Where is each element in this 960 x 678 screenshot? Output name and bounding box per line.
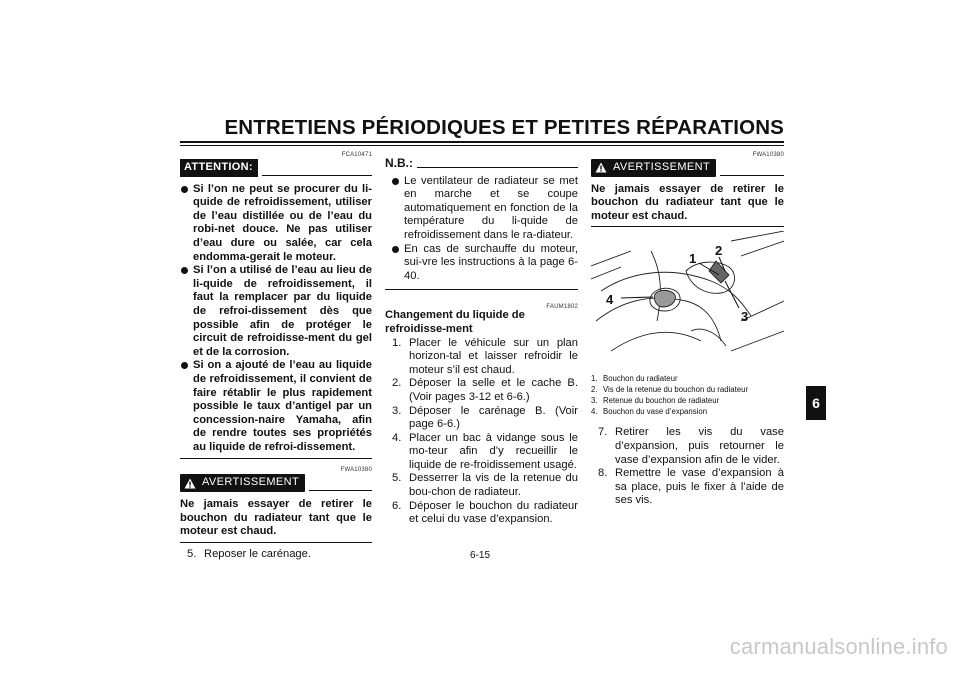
column-3 — [591, 149, 784, 508]
steps-list — [385, 337, 578, 527]
radiator-illustration — [591, 231, 784, 371]
attention-code: FCA10471 — [341, 152, 372, 158]
warning-end-rule — [180, 542, 372, 543]
nb-end-rule — [385, 289, 578, 290]
callout-2: 2 — [715, 243, 723, 259]
nb-item — [391, 175, 578, 243]
nb-label: N.B.: — [385, 156, 413, 170]
callout-4: 4 — [606, 292, 614, 308]
step-number: 6. — [392, 499, 402, 512]
callout-3: 3 — [741, 309, 749, 325]
warning-text: Ne jamais essayer de retirer le bouchon du radiateur tant que le moteur est chaud. — [591, 182, 784, 222]
step-number: 1. — [392, 336, 402, 349]
step-text: Déposer le bouchon du radiateur et celui du vase d’expansion. — [409, 499, 578, 526]
warning-rule — [720, 175, 784, 176]
step-item — [392, 337, 578, 378]
caption-item: 4. Bouchon du vase d’expansion — [591, 407, 708, 417]
step-number: 5. — [187, 547, 197, 560]
step-item — [392, 500, 578, 527]
nb-item — [391, 243, 578, 284]
attention-item-text: Si l’on ne peut se procurer du li-quide de refroidissement, utiliser de l’eau distillée ou de l’eau du robi-net douce. Ne pas utiliser d’eau dure ou salée, car cela endomma-gerait le moteur. — [193, 182, 372, 263]
caption-item: 1. Bouchon du radiateur — [591, 374, 678, 384]
attention-header — [180, 159, 372, 177]
warning-text: Ne jamais essayer de retirer le bouchon du radiateur tant que le moteur est chaud. — [180, 498, 372, 538]
warning-triangle-icon — [595, 162, 607, 173]
nb-rule — [417, 167, 578, 168]
warning-badge — [180, 474, 305, 492]
nb-list — [385, 175, 578, 284]
warning-label: AVERTISSEMENT — [202, 476, 300, 489]
warning-code: FWA10380 — [752, 152, 784, 158]
warning-header — [180, 474, 372, 492]
warning-end-rule — [591, 226, 784, 227]
attention-rule — [262, 175, 372, 176]
nb-header — [385, 157, 578, 171]
bullet-icon — [181, 186, 188, 193]
figure-captions — [591, 373, 784, 417]
section-title: Changement du liquide de refroidisse-ment — [385, 309, 525, 335]
step-item — [392, 432, 578, 473]
attention-item-text: Si on a ajouté de l’eau au liquide de refroidissement, il convient de faire rétablir le plus rapidement possible le taux d’antigel par un concession-naire Yamaha, afin de rendre toutes ses propriétés au liquide de refroi-dissement. — [193, 359, 372, 453]
nb-item-text: En cas de surchauffe du moteur, sui-vre les instructions à la page 6-40. — [404, 242, 578, 282]
warning-rule — [309, 490, 372, 491]
column-2 — [385, 149, 578, 527]
step-text: Placer un bac à vidange sous le mo-teur afin d’y recueillir le liquide de re-froidissement usagé. — [409, 431, 578, 471]
header-rule-thin — [180, 145, 784, 146]
watermark-text: carmanualsonline.info — [729, 634, 948, 659]
step-item — [392, 405, 578, 432]
step-number: 5. — [392, 472, 402, 485]
step-number: 8. — [598, 467, 608, 480]
bullet-icon — [181, 362, 188, 369]
warning-label: AVERTISSEMENT — [613, 161, 711, 173]
step-text: Desserrer la vis de la retenue du bou-chon de radiateur. — [409, 472, 578, 499]
step-item — [392, 377, 578, 404]
warning-badge — [591, 159, 716, 177]
column-1 — [180, 149, 372, 561]
step-number: 3. — [392, 404, 402, 417]
warning-triangle-icon — [184, 478, 196, 489]
step-text: Placer le véhicule sur un plan horizon-tal et laisser refroidir le moteur s’il est chaud. — [409, 336, 578, 376]
step-item — [598, 426, 784, 467]
attention-item — [180, 264, 372, 359]
attention-end-rule — [180, 458, 372, 459]
step-number: 2. — [392, 377, 402, 390]
section-code: FAUM1802 — [546, 304, 578, 311]
page-number: 6-15 — [469, 550, 490, 561]
steps-list — [591, 426, 784, 508]
warning-code: FWA10380 — [340, 467, 372, 474]
step-text: Remettre le vase d’expansion à sa place, puis le fixer à l’aide de ses vis. — [615, 467, 784, 507]
bullet-icon — [392, 178, 399, 185]
step-text: Déposer la selle et le cache B. (Voir pages 3-12 et 6-6.) — [409, 377, 578, 403]
step-number: 4. — [392, 431, 402, 444]
attention-badge: ATTENTION: — [180, 159, 258, 177]
page-header-title: ENTRETIENS PÉRIODIQUES ET PETITES RÉPARATIONS — [224, 116, 784, 139]
caption-item: 3. Retenue du bouchon de radiateur — [591, 396, 720, 406]
bullet-icon — [392, 246, 399, 253]
warning-header — [591, 159, 784, 177]
nb-item-text: Le ventilateur de radiateur se met en marche et se coupe automatiquement en fonction de la température du li-quide de refroidissement dans le ra-diateur. — [404, 174, 578, 241]
step-item — [598, 467, 784, 508]
caption-item: 2. Vis de la retenue du bouchon du radiateur — [591, 385, 749, 395]
attention-item-text: Si l’on a utilisé de l’eau au lieu de li-quide de refroidissement, il faut la remplacer par du liquide de refroi-dissement dès que possible afin de protéger le circuit de refroidisse-ment du gel et de la corrosion. — [193, 264, 372, 358]
bullet-icon — [181, 267, 188, 274]
step-number: 7. — [598, 426, 608, 439]
step-item — [392, 472, 578, 499]
attention-item — [180, 183, 372, 265]
step-text: Reposer le carénage. — [204, 547, 311, 560]
section-tab[interactable]: 6 — [806, 386, 826, 420]
attention-list — [180, 183, 372, 455]
attention-item — [180, 359, 372, 454]
step-text: Déposer le carénage B. (Voir page 6-6.) — [409, 404, 578, 431]
radiator-cap-figure — [591, 231, 784, 371]
header-rule-thick — [180, 141, 784, 143]
step-text: Retirer les vis du vase d’expansion, puis retourner le vase d’expansion afin de le vider. — [615, 426, 784, 466]
callout-1: 1 — [689, 251, 697, 267]
